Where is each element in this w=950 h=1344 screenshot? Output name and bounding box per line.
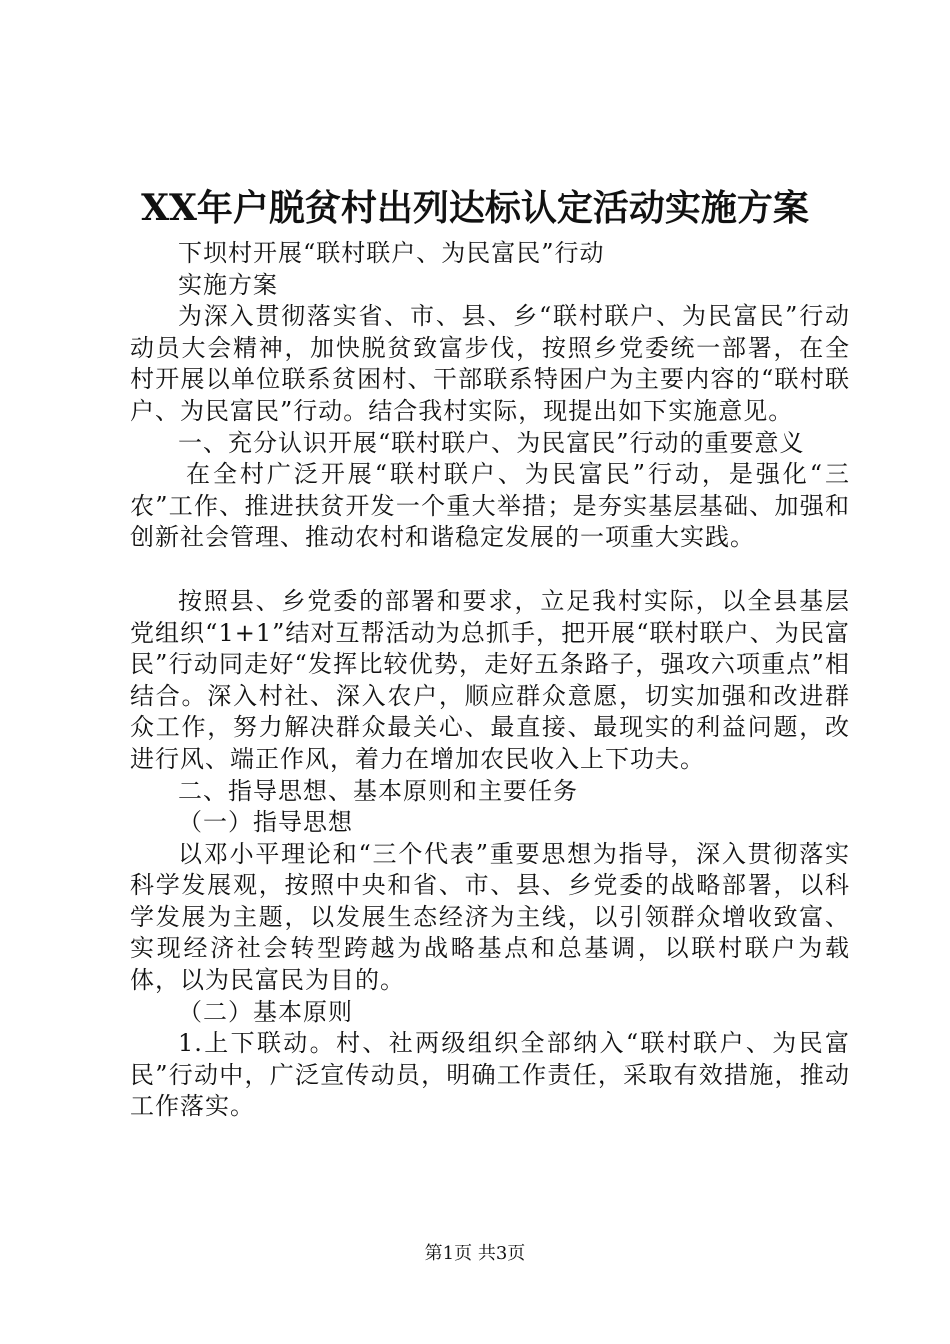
document-body [130,238,850,1123]
subsection-heading-1: （一）指导思想 [178,808,353,837]
intro-paragraph: 为深入贯彻落实省、市、县、乡“联村联户、为民富民”行动动员大会精神，加快脱贫致富步伐，按照乡党委统一部署，在全村开展以单位联系贫困村、干部联系特困户为主要内容的“联村联户、为民富民”行动。结合我村实际，现提出如下实施意见。 [130,302,850,425]
significance-paragraph: 在全村广泛开展“联村联户、为民富民”行动，是强化“三农”工作、推进扶贫开发一个重大举措；是夯实基层基础、加强和创新社会管理、推动农村和谐稳定发展的一项重大实践。 [130,460,850,552]
page-footer: 第1页 共3页 [424,1243,526,1264]
guiding-ideology-paragraph: 以邓小平理论和“三个代表”重要思想为指导，深入贯彻落实科学发展观，按照中央和省、市、县、乡党委的战略部署，以科学发展为主题，以发展生态经济为主线，以引领群众增收致富、实现经济社会转型跨越为战略基点和总基调，以联村联户为载体，以为民富民为目的。 [130,839,850,995]
subtitle-line-2: 实施方案 [178,270,278,299]
deployment-paragraph: 按照县、乡党委的部署和要求，立足我村实际，以全县基层党组织“1+1”结对互帮活动为总抓手，把开展“联村联户、为民富民”行动同走好“发挥比较优势，走好五条路子，强攻六项重点”相结合。深入村社、深入农户，顺应群众意愿，切实加强和改进群众工作，努力解决群众最关心、最直接、最现实的利益问题，改进行风、端正作风，着力在增加农民收入上下功夫。 [130,586,850,773]
subsection-heading-2: （二）基本原则 [178,997,353,1026]
section-heading-1: 一、充分认识开展“联村联户、为民富民”行动的重要意义 [178,428,805,457]
document-title: XX年户脱贫村出列达标认定活动实施方案 [141,187,809,229]
subtitle-line-1: 下坝村开展“联村联户、为民富民”行动 [178,239,605,267]
section-heading-2: 二、指导思想、基本原则和主要任务 [178,776,578,805]
principle-item-1: 1.上下联动。村、社两级组织全部纳入“联村联户、为民富民”行动中，广泛宣传动员，明确工作责任，采取有效措施，推动工作落实。 [130,1029,850,1121]
paragraph-gap [130,554,850,586]
